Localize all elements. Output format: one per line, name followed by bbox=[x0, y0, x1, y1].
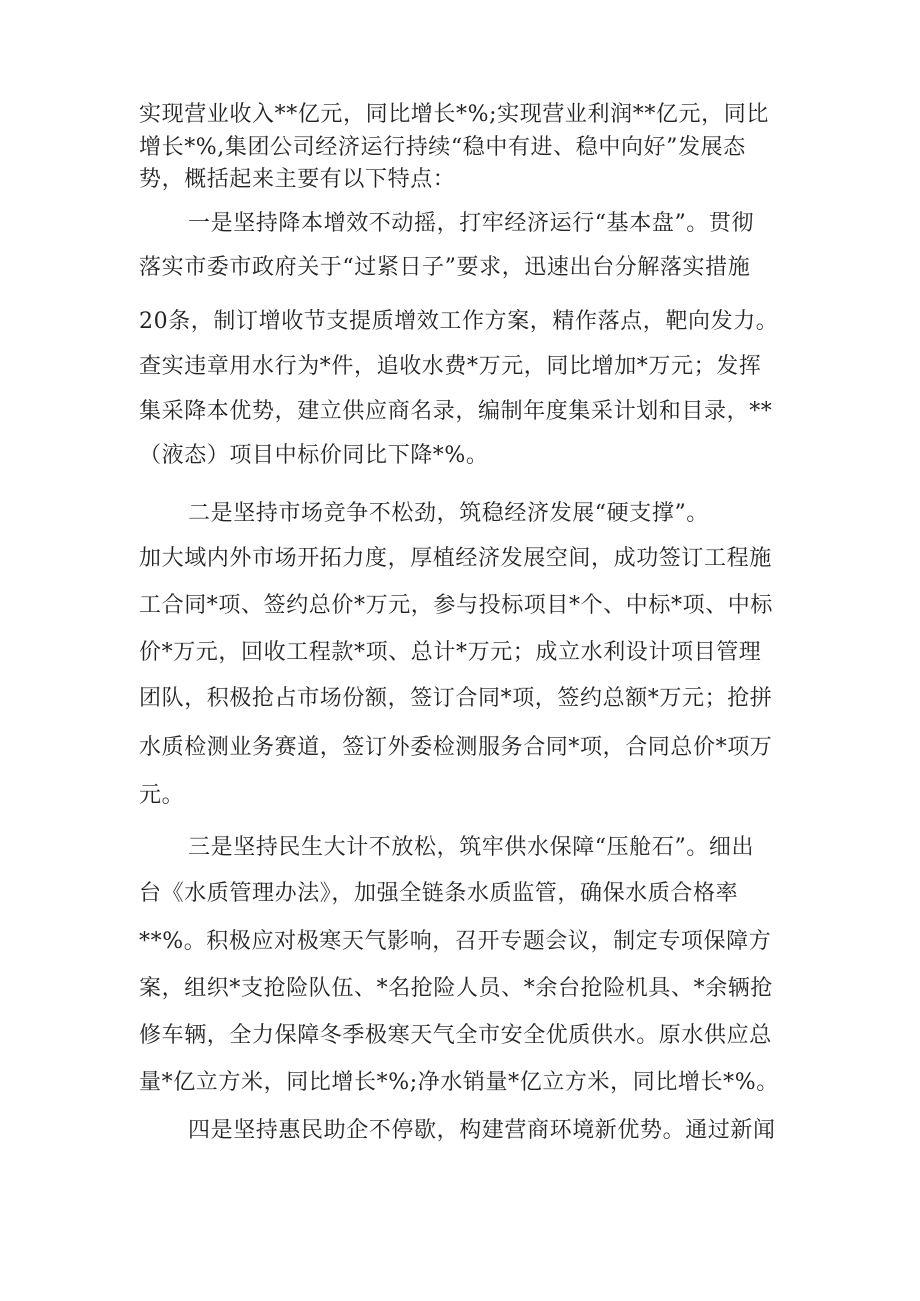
text-line: （液态）项目中标价同比下降*%。 bbox=[139, 443, 489, 468]
text-line: 增长*%,集团公司经济运行持续“稳中有进、稳中向好”发展态 bbox=[139, 135, 746, 160]
text-line: 二是坚持市场竞争不松劲，筑稳经济发展“硬支撑”。 bbox=[188, 501, 709, 526]
text-line: **%。积极应对极寒天气影响，召开专题会议，制定专项保障方 bbox=[139, 929, 772, 954]
text-line: 案，组织*支抢险队伍、*名抢险人员、*余台抢险机具、*余辆抢 bbox=[139, 976, 774, 1001]
text-line: 修车辆，全力保障冬季极寒天气全市安全优质供水。原水供应总 bbox=[139, 1023, 772, 1048]
text-line: 三是坚持民生大计不放松，筑牢供水保障“压舱石”。细出 bbox=[188, 835, 755, 860]
text-line: 加大域内外市场开拓力度，厚植经济发展空间，成功签订工程施 bbox=[139, 546, 772, 571]
text-line: 水质检测业务赛道，签订外委检测服务合同*项，合同总价*项万 bbox=[139, 735, 773, 760]
text-line: 量*亿立方米，同比增长*%;净水销量*亿立方米，同比增长*%。 bbox=[139, 1070, 779, 1095]
text-line: 四是坚持惠民助企不停歇，构建营商环境新优势。通过新闻 bbox=[188, 1118, 776, 1143]
text-line: 一是坚持降本增效不动摇，打牢经济运行“基本盘”。贯彻 bbox=[188, 211, 755, 236]
text-line: 台《水质管理办法》，加强全链条水质监管，确保水质合格率 bbox=[139, 881, 739, 906]
text-line: 价*万元，回收工程款*项、总计*万元；成立水利设计项目管理 bbox=[139, 640, 762, 665]
text-line: 实现营业收入**亿元，同比增长*%;实现营业利润**亿元，同比 bbox=[139, 102, 769, 127]
text-line: 工合同*项、签约总价*万元，参与投标项目*个、中标*项、中标 bbox=[139, 593, 774, 618]
text-line: 元。 bbox=[139, 783, 185, 808]
text-line: 落实市委市政府关于“过紧日子”要求，迅速出台分解落实措施 bbox=[139, 255, 751, 280]
text-line: 20条，制订增收节支提质增效工作方案，精作落点，靶向发力。 bbox=[139, 309, 779, 334]
text-line: 势，概括起来主要有以下特点： bbox=[139, 167, 456, 192]
text-line: 团队，积极抢占市场份额，签订合同*项，签约总额*万元；抢拼 bbox=[139, 686, 773, 711]
text-line: 查实违章用水行为*件，追收水费*万元，同比增加*万元；发挥 bbox=[139, 354, 762, 379]
text-line: 集采降本优势，建立供应商名录，编制年度集采计划和目录，** bbox=[139, 399, 773, 424]
